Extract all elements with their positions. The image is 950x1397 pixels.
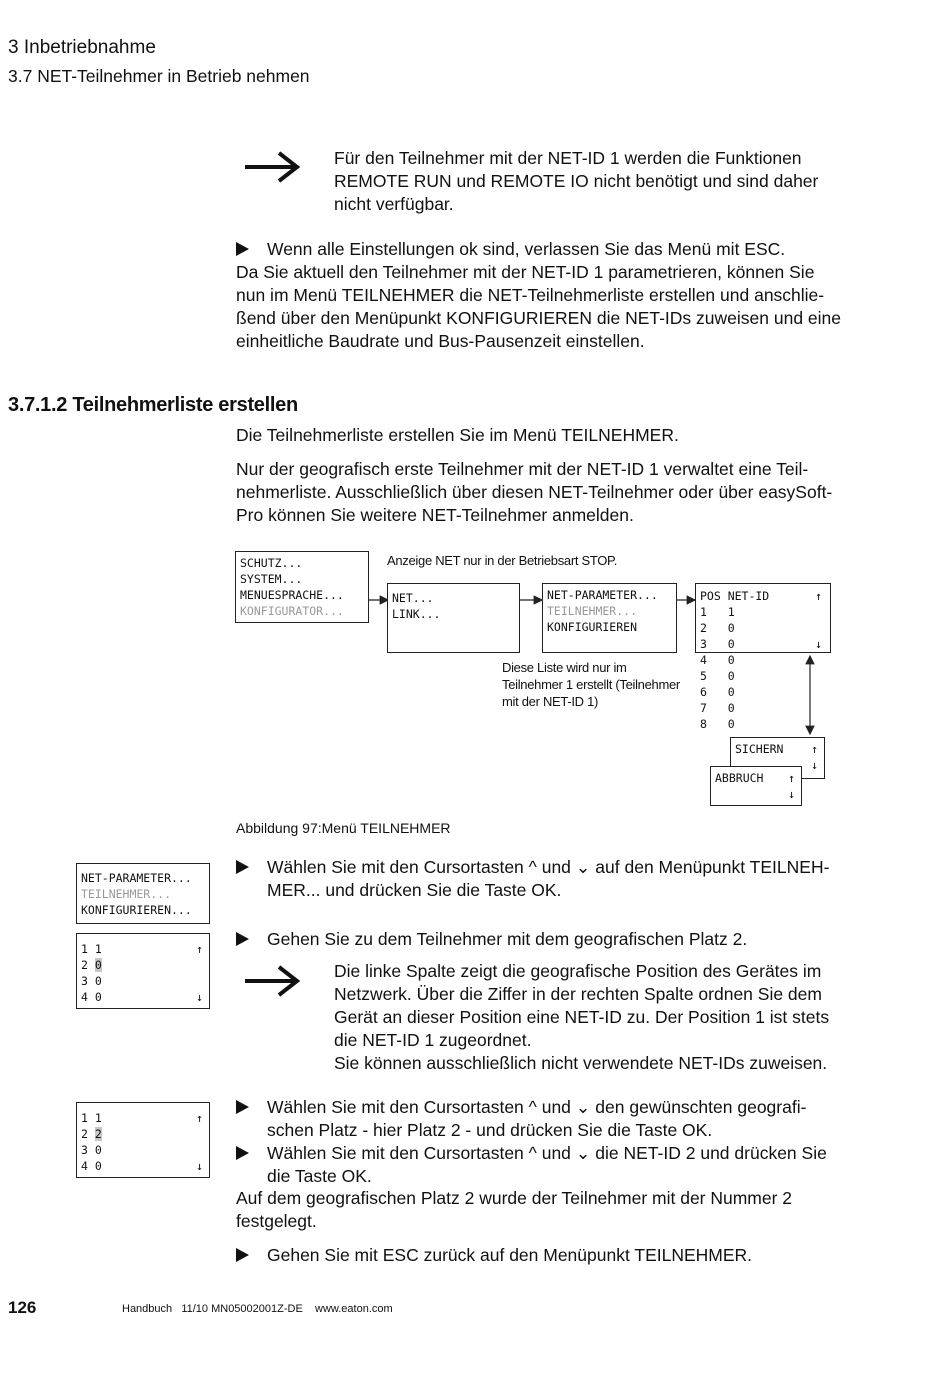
menu-line: KONFIGURATOR... bbox=[240, 604, 344, 618]
list-row: 2 0 bbox=[700, 621, 735, 635]
list-header bbox=[700, 588, 828, 604]
up-arrow-icon: ↑ bbox=[815, 589, 822, 603]
note-line: mit der NET-ID 1) bbox=[502, 694, 599, 709]
step-line: MER... und drücken Sie die Taste OK. bbox=[267, 880, 562, 900]
list-row: 8 0 bbox=[700, 717, 735, 731]
paragraph-line: Nur der geografisch erste Teilnehmer mit der NET-ID 1 verwaltet eine Teil- bbox=[236, 459, 809, 479]
down-arrow-icon: ↓ bbox=[788, 787, 795, 801]
note-1-line: REMOTE RUN und REMOTE IO nicht benötigt und sind daher bbox=[334, 171, 819, 191]
note-1-line: nicht verfügbar. bbox=[334, 194, 454, 214]
note-2-line: Gerät an dieser Position eine NET-ID zu. Der Position 1 ist stets bbox=[334, 1007, 830, 1027]
step-line: Wählen Sie mit den Cursortasten ^ und ⌄ den gewünschten geografi- bbox=[267, 1097, 807, 1117]
chapter-title: 3 Inbetriebnahme bbox=[8, 37, 156, 58]
list-row bbox=[81, 1110, 205, 1126]
menu-line: SYSTEM... bbox=[240, 572, 303, 586]
step-line: die Taste OK. bbox=[267, 1166, 372, 1186]
id-cell: 1 bbox=[94, 1111, 102, 1125]
step-6-text: Gehen Sie mit ESC zurück auf den Menüpunkt TEILNEHMER. bbox=[267, 1245, 753, 1265]
cancel-line bbox=[715, 770, 797, 786]
down-arrow-icon: ↓ bbox=[811, 758, 818, 772]
side-list-display-a bbox=[76, 933, 210, 1009]
list-row bbox=[81, 941, 205, 957]
note-2-line: Netzwerk. Über die Ziffer in der rechten Spalte ordnen Sie dem bbox=[334, 984, 822, 1004]
menu-line: KONFIGURIEREN bbox=[547, 620, 638, 634]
bullet-triangle-icon bbox=[236, 860, 249, 874]
pos-cell: 3 bbox=[81, 1143, 88, 1157]
pos-cell: 4 bbox=[81, 990, 88, 1004]
paragraph-line: nun im Menü TEILNEHMER die NET-Teilnehmerliste erstellen und anschlie- bbox=[236, 285, 825, 305]
menu-line: LINK... bbox=[392, 607, 441, 621]
down-arrow-icon: ↓ bbox=[196, 1159, 203, 1173]
list-row bbox=[81, 973, 205, 989]
menu-box-main bbox=[235, 551, 369, 623]
step-4-text bbox=[267, 1096, 806, 1142]
paragraph-line: Da Sie aktuell den Teilnehmer mit der NET-ID 1 parametrieren, können Sie bbox=[236, 262, 815, 282]
step-1-text: Wenn alle Einstellungen ok sind, verlassen Sie das Menü mit ESC. bbox=[267, 239, 786, 259]
list-row bbox=[700, 636, 828, 652]
note-2-line: Sie können ausschließlich nicht verwendete NET-IDs zuweisen. bbox=[334, 1053, 828, 1073]
list-row: 4 0 bbox=[700, 653, 735, 667]
pos-cell: 1 bbox=[81, 942, 88, 956]
stop-note: Anzeige NET nur in der Betriebsart STOP. bbox=[387, 553, 618, 568]
down-arrow-icon: ↓ bbox=[196, 990, 203, 1004]
note-line: Teilnehmer 1 erstellt (Teilnehmer bbox=[502, 677, 680, 692]
paragraph-line: ßend über den Menüpunkt KONFIGURIEREN die NET-IDs zuweisen und eine bbox=[236, 308, 842, 328]
side-menu-display bbox=[76, 863, 210, 924]
list-row bbox=[81, 1142, 205, 1158]
bullet-triangle-icon bbox=[236, 932, 249, 946]
down-arrow-icon: ↓ bbox=[815, 637, 822, 651]
menu-line: SCHUTZ... bbox=[240, 556, 303, 570]
id-cell: 0 bbox=[94, 1159, 102, 1173]
cancel-box bbox=[710, 766, 802, 806]
note-2-line: die NET-ID 1 zugeordnet. bbox=[334, 1030, 532, 1050]
save-label: SICHERN bbox=[735, 742, 784, 756]
step-line: Wählen Sie mit den Cursortasten ^ und ⌄ auf den Menüpunkt TEILNEH- bbox=[267, 857, 830, 877]
bullet-triangle-icon bbox=[236, 1248, 249, 1262]
step-line: Wählen Sie mit den Cursortasten ^ und ⌄ die NET-ID 2 und drücken Sie bbox=[267, 1143, 827, 1163]
note-line: Diese Liste wird nur im bbox=[502, 660, 627, 675]
menu-line: MENUESPRACHE... bbox=[240, 588, 344, 602]
step-5-text bbox=[267, 1142, 827, 1188]
list-header-text: POS NET-ID bbox=[700, 589, 770, 603]
paragraph-line: einheitliche Baudrate und Bus-Pausenzeit einstellen. bbox=[236, 331, 645, 351]
footer-text: Handbuch 11/10 MN05002001Z-DE www.eaton.com bbox=[122, 1303, 393, 1315]
step-6 bbox=[236, 1244, 752, 1267]
step-line: schen Platz - hier Platz 2 - und drücken Sie die Taste OK. bbox=[267, 1120, 713, 1140]
save-line bbox=[735, 741, 820, 757]
paragraph-2: Die Teilnehmerliste erstellen Sie im Menü TEILNEHMER. bbox=[236, 425, 679, 445]
note-2-line: Die linke Spalte zeigt die geografische Position des Gerätes im bbox=[334, 961, 822, 981]
section-title: 3.7 NET-Teilnehmer in Betrieb nehmen bbox=[8, 66, 310, 86]
menu-line: TEILNEHMER... bbox=[81, 887, 172, 901]
up-arrow-icon: ↑ bbox=[811, 742, 818, 756]
note-1-line: Für den Teilnehmer mit der NET-ID 1 werden die Funktionen bbox=[334, 148, 802, 168]
list-row: 6 0 bbox=[700, 685, 735, 699]
step-4 bbox=[236, 1096, 806, 1142]
cancel-label: ABBRUCH bbox=[715, 771, 764, 785]
id-cell-cursor: 0 bbox=[94, 958, 102, 972]
paragraph-line: nehmerliste. Ausschließlich über diesen NET-Teilnehmer oder über easySoft- bbox=[236, 482, 833, 502]
up-arrow-icon: ↑ bbox=[196, 1111, 203, 1125]
menu-line: NET-PARAMETER... bbox=[547, 588, 658, 602]
pos-cell: 3 bbox=[81, 974, 88, 988]
list-row: 5 0 bbox=[700, 669, 735, 683]
menu-box-net-params bbox=[542, 583, 677, 653]
step-3-text: Gehen Sie zu dem Teilnehmer mit dem geografischen Platz 2. bbox=[267, 929, 748, 949]
step-2-text bbox=[267, 856, 829, 902]
pos-cell: 1 bbox=[81, 1111, 88, 1125]
list-row: 7 0 bbox=[700, 701, 735, 715]
list-note bbox=[502, 659, 680, 710]
list-row bbox=[81, 957, 205, 973]
list-row: 1 1 bbox=[700, 605, 735, 619]
paragraph-line: Auf dem geografischen Platz 2 wurde der Teilnehmer mit der Nummer 2 bbox=[236, 1188, 793, 1208]
bullet-triangle-icon bbox=[236, 1100, 249, 1114]
step-2 bbox=[236, 856, 829, 902]
id-cell-cursor: 2 bbox=[94, 1127, 102, 1141]
page-number: 126 bbox=[8, 1298, 37, 1317]
list-row bbox=[81, 1126, 205, 1142]
pos-cell: 2 bbox=[81, 958, 88, 972]
step-3 bbox=[236, 928, 747, 951]
up-arrow-icon: ↑ bbox=[196, 942, 203, 956]
list-row bbox=[81, 1158, 205, 1174]
participant-list bbox=[700, 588, 828, 732]
menu-line: KONFIGURIEREN... bbox=[81, 903, 192, 917]
pos-cell: 2 bbox=[81, 1127, 88, 1141]
cancel-line-2 bbox=[715, 786, 797, 802]
note-2 bbox=[334, 960, 829, 1075]
id-cell: 0 bbox=[94, 974, 102, 988]
menu-line: NET-PARAMETER... bbox=[81, 871, 192, 885]
up-arrow-icon: ↑ bbox=[788, 771, 795, 785]
bullet-triangle-icon bbox=[236, 1146, 249, 1160]
list-row bbox=[81, 989, 205, 1005]
id-cell: 0 bbox=[94, 1143, 102, 1157]
menu-line: NET... bbox=[392, 591, 434, 605]
step-5 bbox=[236, 1142, 827, 1188]
note-arrow-icon bbox=[243, 964, 301, 998]
pos-cell: 4 bbox=[81, 1159, 88, 1173]
menu-line: TEILNEHMER... bbox=[547, 604, 638, 618]
side-list-display-b bbox=[76, 1102, 210, 1178]
paragraph-line: Pro können Sie weitere NET-Teilnehmer anmelden. bbox=[236, 505, 634, 525]
paragraph-line: festgelegt. bbox=[236, 1211, 317, 1231]
list-row-text: 3 0 bbox=[700, 637, 735, 651]
paragraph-4 bbox=[236, 1187, 792, 1233]
figure-caption: Abbildung 97:Menü TEILNEHMER bbox=[236, 820, 451, 836]
subsection-heading: 3.7.1.2 Teilnehmerliste erstellen bbox=[8, 394, 298, 416]
id-cell: 0 bbox=[94, 990, 102, 1004]
menu-box-net bbox=[387, 583, 520, 653]
id-cell: 1 bbox=[94, 942, 102, 956]
